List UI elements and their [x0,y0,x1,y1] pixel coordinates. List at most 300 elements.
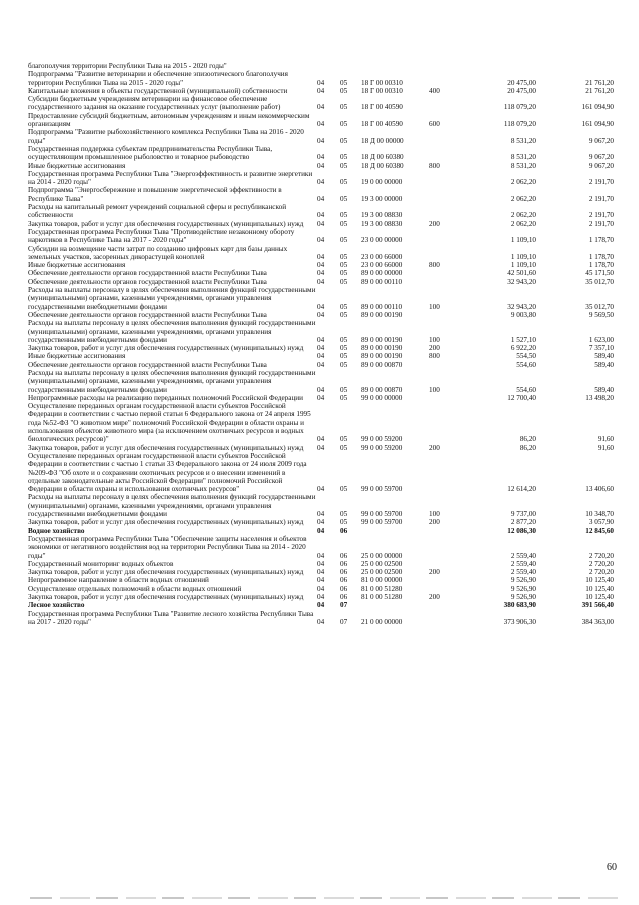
table-row [28,162,614,170]
row-subsection: 06 [340,551,348,560]
row-amount-2019: 9 526,90 [510,576,536,585]
row-expense-type [429,311,466,319]
row-name: Иные бюджетные ассигнования [28,261,126,270]
row-expense-type: 100 [429,302,440,311]
table-row [28,261,614,269]
row-subsection: 05 [340,136,348,145]
row-subsection: 05 [340,261,348,270]
row-section: 04 [317,344,325,353]
row-section: 04 [317,161,325,170]
row-name: Государственный мониторинг водных объектов [28,559,174,568]
row-name: Закупка товаров, работ и услуг для обеспечения государственных (муниципальных) нужд [28,219,304,228]
row-amount-2019: 12 700,40 [507,393,536,402]
table-row [28,145,614,162]
row-subsection: 05 [340,211,348,220]
row-target-code: 81 0 00 51280 [361,593,403,601]
row-target-code: 89 0 00 00190 [361,344,403,353]
row-target-code: 89 0 00 00870 [361,360,403,369]
row-section: 04 [317,551,325,560]
row-expense-type [429,228,466,245]
row-amount-2019: 380 683,90 [503,601,536,610]
row-amount-2020: 391 566,40 [581,601,614,610]
row-amount-2019: 2 559,40 [510,551,536,560]
row-amount-2020: 2 191,70 [588,194,614,203]
row-name: Осуществление переданных органам государственной власти субъектов Российской Федерации в соответствии с частью первой статьи 6 Федерального закона от 24 апреля 1995 года №52-ФЗ "О животном мире" полномочий Российской Федерации в области охраны и использования объектов животного мира (за исключением охотничьих ресурсов и водных биологических ресурсов)" [28,402,311,444]
row-name: Непрограммное направление в области водных отношений [28,576,209,585]
row-target-code: 89 0 00 00190 [361,335,403,344]
row-expense-type: 200 [429,443,440,452]
table-row [28,319,614,344]
row-amount-2020: 12 845,60 [585,526,614,535]
row-subsection: 06 [340,584,348,593]
row-amount-2020: 10 125,40 [585,584,614,593]
row-amount-2019: 32 943,20 [507,277,536,286]
row-amount-2020: 2 191,70 [588,178,614,187]
row-expense-type: 800 [429,352,440,361]
row-subsection: 05 [340,103,348,112]
row-section: 04 [317,360,325,369]
row-amount-2020: 9 067,20 [588,136,614,145]
row-expense-type [429,585,466,593]
row-name: Государственная программа Республики Тыва "Противодействие незаконному обороту наркотиков в Республике Тыва на 2017 - 2020 годы" [28,227,295,245]
row-amount-2019: 2 559,40 [510,568,536,577]
row-section: 04 [317,236,325,245]
row-amount-2019: 8 531,20 [510,153,536,162]
row-section: 04 [317,178,325,187]
row-section: 04 [317,335,325,344]
row-section: 04 [317,302,325,311]
row-amount-2020: 9 569,50 [588,310,614,319]
row-subsection: 05 [340,78,348,87]
row-name: Лесное хозяйство [28,601,85,610]
row-target-code: 89 0 00 00110 [361,277,403,286]
row-section: 04 [317,269,325,278]
row-expense-type: 400 [429,86,440,95]
row-name: Закупка товаров, работ и услуг для обеспечения государственных (муниципальных) нужд [28,568,304,577]
row-amount-2020: 21 761,20 [585,86,614,95]
row-section: 04 [317,219,325,228]
table-row [28,535,614,560]
row-section: 04 [317,526,325,535]
row-section: 04 [317,120,325,129]
row-expense-type: 800 [429,261,440,270]
row-name: Закупка товаров, работ и услуг для обеспечения государственных (муниципальных) нужд [28,518,304,527]
table-row [28,493,614,518]
row-amount-2019: 9 526,90 [510,584,536,593]
row-name: Иные бюджетные ассигнования [28,161,126,170]
row-amount-2020 [536,62,614,70]
table-row [28,128,614,145]
row-name: Иные бюджетные ассигнования [28,352,126,361]
row-target-code: 21 0 00 00000 [361,617,403,626]
row-expense-type: 200 [429,219,440,228]
row-name: Капитальные вложения в объекты государственной (муниципальной) собственности [28,86,288,95]
row-name: Предоставление субсидий бюджетным, автономным учреждениям и иным некоммерческим организациям [28,111,310,129]
row-expense-type: 200 [429,568,440,577]
table-row [28,220,614,228]
row-subsection: 05 [340,178,348,187]
row-amount-2020: 21 761,20 [585,78,614,87]
row-amount-2019: 12 086,30 [507,526,536,535]
row-amount-2019: 1 109,10 [510,261,536,270]
row-expense-type [429,203,466,220]
row-subsection: 05 [340,236,348,245]
row-target-code: 25 0 00 02500 [361,559,403,568]
row-name: Подпрограмма "Развитие рыбохозяйственного комплекса Республики Тыва на 2016 - 2020 годы" [28,128,304,145]
table-row [28,62,614,70]
row-section: 04 [317,584,325,593]
table-row [28,170,614,187]
table-row [28,585,614,593]
row-target-code: 25 0 00 00000 [361,551,403,560]
row-amount-2020: 589,40 [594,360,614,369]
row-expense-type: 100 [429,335,440,344]
row-expense-type: 600 [429,120,440,129]
row-expense-type [429,361,466,369]
row-target-code [361,62,429,70]
row-amount-2019: 86,20 [519,435,536,444]
row-amount-2020: 10 348,70 [585,510,614,519]
row-target-code: 18 Г 00 40590 [361,120,403,129]
row-amount-2019: 2 062,20 [510,219,536,228]
row-subsection: 05 [340,335,348,344]
row-section: 04 [317,485,325,494]
row-name: Водное хозяйство [28,526,85,535]
row-name: Государственная программа Республики Тыва "Энергоэффективность и развитие энергетики на 2014 - 2020 годы" [28,169,313,187]
row-name: Субсидии бюджетным учреждениям ветеринарии на финансовое обеспечение государственного задания на оказание государственных услуг (выполнение работ) [28,95,281,112]
row-amount-2020: 9 067,20 [588,161,614,170]
row-amount-2019: 554,50 [516,352,536,361]
row-amount-2020: 384 363,00 [581,617,614,626]
row-subsection: 05 [340,120,348,129]
row-expense-type [429,527,466,535]
row-amount-2019: 8 531,20 [510,136,536,145]
row-target-code: 18 Г 00 00310 [361,86,403,95]
row-section: 04 [317,617,325,626]
row-amount-2020: 1 178,70 [588,261,614,270]
row-amount-2019: 9 526,90 [510,593,536,601]
row-amount-2019 [466,62,536,70]
row-amount-2019: 2 062,20 [510,194,536,203]
row-section: 04 [317,86,325,95]
row-target-code: 18 Д 00 60380 [361,153,404,162]
row-section [317,62,340,70]
row-target-code: 19 0 00 00000 [361,178,403,187]
row-amount-2020: 10 125,40 [585,576,614,585]
row-subsection: 05 [340,269,348,278]
row-amount-2019: 42 501,60 [507,269,536,278]
row-target-code: 18 Д 00 00000 [361,136,404,145]
row-expense-type: 100 [429,510,440,519]
row-section: 04 [317,136,325,145]
row-amount-2020: 45 171,50 [585,269,614,278]
table-row [28,394,614,402]
row-amount-2019: 1 109,10 [510,252,536,261]
table-row [28,70,614,87]
row-name: Обеспечение деятельности органов государственной власти Республики Тыва [28,277,267,286]
table-row [28,402,614,443]
table-row [28,518,614,526]
row-section: 04 [317,153,325,162]
row-amount-2020: 2 191,70 [588,219,614,228]
row-subsection: 05 [340,86,348,95]
row-subsection: 05 [340,153,348,162]
table-row [28,576,614,584]
page-number: 60 [607,862,617,873]
row-subsection: 05 [340,443,348,452]
row-expense-type [429,70,466,87]
table-row [28,95,614,112]
row-subsection: 05 [340,393,348,402]
row-section: 04 [317,393,325,402]
row-section: 04 [317,568,325,577]
table-row [28,344,614,352]
row-section: 04 [317,261,325,270]
table-row [28,186,614,203]
row-target-code [361,601,429,609]
table-row [28,369,614,394]
row-amount-2019: 2 559,40 [510,559,536,568]
row-name: Обеспечение деятельности органов государственной власти Республики Тыва [28,310,267,319]
row-target-code: 99 0 00 59700 [361,510,403,519]
row-section: 04 [317,352,325,361]
row-section: 04 [317,310,325,319]
row-amount-2019: 12 614,20 [507,485,536,494]
table-row [28,527,614,535]
row-amount-2019: 118 079,20 [503,120,536,129]
row-target-code: 99 0 00 59700 [361,518,403,527]
row-subsection: 07 [340,601,348,610]
row-amount-2020: 1 178,70 [588,236,614,245]
row-target-code: 18 Г 00 00310 [361,78,403,87]
row-expense-type [429,601,466,609]
row-section: 04 [317,510,325,519]
row-name: Расходы на выплаты персоналу в целях обеспечения выполнения функций государственными (муниципальными) органами, казенными учреждениями, органами управления государственными внебюджетными фондами [28,368,316,394]
row-expense-type: 200 [429,518,440,527]
row-expense-type [429,269,466,277]
row-subsection: 05 [340,194,348,203]
row-name: Обеспечение деятельности органов государственной власти Республики Тыва [28,360,267,369]
budget-table-page [28,62,614,626]
row-subsection: 05 [340,277,348,286]
row-expense-type [429,402,466,443]
row-amount-2019: 2 062,20 [510,178,536,187]
row-amount-2019: 32 943,20 [507,302,536,311]
row-amount-2020: 9 067,20 [588,153,614,162]
row-amount-2019: 86,20 [519,443,536,452]
row-subsection: 05 [340,161,348,170]
row-amount-2019: 554,60 [516,360,536,369]
row-subsection: 05 [340,352,348,361]
row-section: 04 [317,277,325,286]
table-row [28,269,614,277]
row-subsection: 05 [340,360,348,369]
row-target-code: 89 0 00 00190 [361,352,403,361]
row-name: Закупка товаров, работ и услуг для обеспечения государственных (муниципальных) нужд [28,593,304,601]
row-target-code: 99 0 00 59700 [361,485,403,494]
row-section: 04 [317,252,325,261]
row-subsection: 06 [340,568,348,577]
row-target-code: 89 0 00 00110 [361,302,403,311]
row-amount-2020: 35 012,70 [585,302,614,311]
row-section: 04 [317,194,325,203]
row-expense-type [429,452,466,493]
row-expense-type: 200 [429,344,440,353]
table-row [28,560,614,568]
row-subsection: 06 [340,593,348,601]
row-expense-type [429,186,466,203]
row-subsection: 05 [340,219,348,228]
row-subsection [340,62,361,70]
row-name: Государственная программа Республики Тыва "Развитие лесного хозяйства Республики Тыва на 2017 - 2020 годы" [28,609,314,626]
row-amount-2019: 20 475,00 [507,86,536,95]
row-expense-type [429,95,466,112]
row-name: Расходы на выплаты персоналу в целях обеспечения выполнения функций государственными (муниципальными) органами, казенными учреждениями, органами управления государственными внебюджетными фондами [28,493,316,519]
row-target-code: 19 3 00 00000 [361,194,403,203]
row-section: 04 [317,576,325,585]
table-row [28,610,614,627]
row-section: 04 [317,211,325,220]
row-amount-2019: 373 906,30 [503,617,536,626]
row-target-code: 19 3 00 08830 [361,219,403,228]
row-expense-type [429,145,466,162]
table-row [28,593,614,601]
row-subsection: 06 [340,559,348,568]
row-subsection: 05 [340,344,348,353]
row-amount-2019: 1 527,10 [510,335,536,344]
row-target-code: 81 0 00 51280 [361,584,403,593]
table-row [28,452,614,493]
row-name: Осуществление отдельных полномочий в области водных отношений [28,584,242,593]
row-target-code: 19 3 00 08830 [361,211,403,220]
row-amount-2020: 161 094,90 [581,103,614,112]
row-amount-2019: 6 922,20 [510,344,536,353]
row-subsection: 05 [340,435,348,444]
table-row [28,278,614,286]
table-row [28,311,614,319]
row-expense-type: 100 [429,385,440,394]
row-amount-2019: 2 877,20 [510,518,536,527]
row-name: Расходы на выплаты персоналу в целях обеспечения выполнения функций государственными (муниципальными) органами, казенными учреждениями, органами управления государственными внебюджетными фондами [28,286,316,311]
row-expense-type [429,62,466,70]
row-subsection: 05 [340,510,348,519]
row-amount-2020: 1 623,00 [588,335,614,344]
row-amount-2020: 161 094,90 [581,120,614,129]
row-target-code: 99 0 00 59200 [361,443,403,452]
row-target-code: 18 Г 00 40590 [361,103,403,112]
row-target-code: 99 0 00 00000 [361,393,403,402]
table-row [28,568,614,576]
row-amount-2020: 91,60 [597,435,614,444]
row-name: Расходы на капитальный ремонт учреждений социальной сферы и республиканской собственности [28,203,287,220]
row-expense-type: 800 [429,161,440,170]
row-amount-2020: 7 357,10 [588,344,614,353]
row-section: 04 [317,78,325,87]
row-name: Осуществление переданных органам государственной власти субъектов Российской Федерации в соответствии с частью 1 статьи 33 Федерального закона от 24 июля 2009 года №209-ФЗ "Об охоте и о сохранении охотничьих ресурсов и о внесении изменений в отдельные законодательные акты Российской Федерации" полномочий Российской Федерации в области охраны и использования охотничьих ресурсов" [28,451,307,494]
row-section: 04 [317,518,325,527]
table-row [28,245,614,262]
row-amount-2020: 35 012,70 [585,277,614,286]
row-subsection: 05 [340,385,348,394]
row-section: 04 [317,559,325,568]
row-target-code: 89 0 00 00000 [361,269,403,278]
row-expense-type [429,128,466,145]
row-subsection: 05 [340,485,348,494]
row-section: 04 [317,103,325,112]
row-section: 04 [317,435,325,444]
row-amount-2020: 13 406,60 [585,485,614,494]
row-amount-2019: 1 109,10 [510,236,536,245]
table-row [28,444,614,452]
row-section: 04 [317,385,325,394]
row-expense-type [429,170,466,187]
row-target-code [361,527,429,535]
table-row [28,203,614,220]
row-name: Государственная поддержка субъектам предпринимательства Республики Тыва, осуществляющим промышленное рыболовство и товарное рыбоводство [28,144,273,162]
row-name: Государственная программа Республики Тыва "Обеспечение защиты населения и объектов экономики от негативного воздействия вод на территории Республики Тыва на 2014 - 2020 годы" [28,534,307,560]
row-section: 04 [317,593,325,601]
table-row [28,361,614,369]
row-name: Подпрограмма "Развитие ветеринарии и обеспечение эпизоотического благополучия территории Республики Тыва на 2015 - 2020 годы" [28,70,288,87]
row-amount-2020: 1 178,70 [588,252,614,261]
row-name: Закупка товаров, работ и услуг для обеспечения государственных (муниципальных) нужд [28,443,304,452]
scan-artifact-line [30,897,619,899]
row-amount-2019: 9 737,00 [510,510,536,519]
row-amount-2019: 118 079,20 [503,103,536,112]
row-amount-2020: 589,40 [594,352,614,361]
table-row [28,352,614,360]
row-expense-type [429,535,466,560]
budget-table [28,62,614,626]
row-amount-2019: 9 003,80 [510,310,536,319]
row-amount-2020: 3 057,90 [588,518,614,527]
row-target-code: 99 0 00 59200 [361,435,403,444]
row-subsection: 05 [340,302,348,311]
row-expense-type [429,245,466,262]
row-name: Обеспечение деятельности органов государственной власти Республики Тыва [28,269,267,278]
row-subsection: 05 [340,518,348,527]
table-row [28,112,614,129]
row-amount-2020: 2 720,20 [588,559,614,568]
row-subsection: 06 [340,576,348,585]
row-amount-2020: 91,60 [597,443,614,452]
row-target-code: 89 0 00 00870 [361,385,403,394]
table-row [28,87,614,95]
row-name: Подпрограмма "Энергосбережение и повышение энергетической эффективности в Республике Тыва" [28,186,282,203]
row-target-code: 23 0 00 66000 [361,261,403,270]
row-expense-type [429,576,466,584]
row-name: благополучия территории Республики Тыва на 2015 - 2020 годы" [28,62,227,70]
table-row [28,601,614,609]
row-expense-type: 200 [429,593,440,601]
table-row [28,228,614,245]
row-amount-2019: 20 475,00 [507,78,536,87]
row-amount-2020: 13 498,20 [585,393,614,402]
row-name: Субсидии на возмещение части затрат по созданию цифровых карт для базы данных земельных участков, засоренных дикорастущей коноплей [28,244,288,261]
row-target-code: 23 0 00 00000 [361,236,403,245]
row-amount-2020: 2 720,20 [588,568,614,577]
row-section: 04 [317,601,325,610]
row-amount-2019: 2 062,20 [510,211,536,220]
row-amount-2020: 589,40 [594,385,614,394]
table-row [28,286,614,311]
row-target-code: 18 Д 00 60380 [361,161,404,170]
row-amount-2020: 10 125,40 [585,593,614,601]
row-target-code: 81 0 00 00000 [361,576,403,585]
row-expense-type [429,278,466,286]
row-expense-type [429,394,466,402]
row-subsection: 05 [340,252,348,261]
